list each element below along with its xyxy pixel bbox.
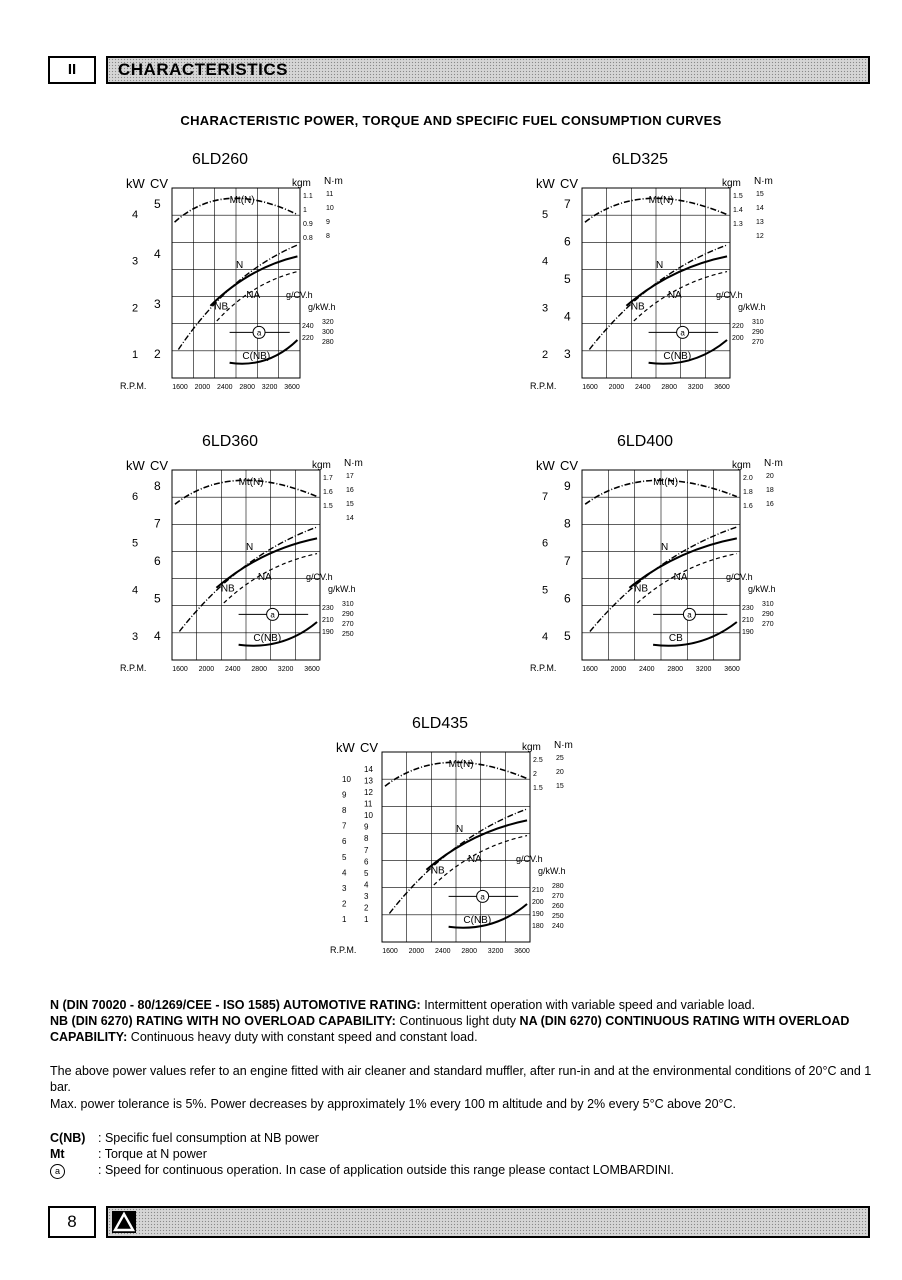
nm-tick-label: 16 [346, 487, 354, 494]
consumption-curve-label: CB [668, 633, 683, 644]
kgm-tick-label: 0.9 [303, 221, 313, 228]
gcvh-tick-label: 210 [532, 887, 544, 894]
cv-tick-label: 9 [564, 479, 571, 493]
cv-tick-label: 7 [154, 516, 161, 531]
kgm-tick-label: 2.5 [533, 757, 543, 764]
cv-axis-label: CV [360, 740, 379, 755]
nm-tick-label: 25 [556, 755, 564, 762]
n-curve-label: N [661, 541, 669, 553]
nm-axis-label: N·m [554, 740, 573, 751]
na-curve-label: NA [257, 572, 272, 584]
kw-tick-label: 2 [132, 302, 139, 315]
section-header-band [106, 56, 870, 84]
kw-axis-label: kW [126, 458, 145, 473]
kw-axis-label: kW [126, 176, 145, 191]
kgm-axis-label: kgm [292, 178, 311, 189]
nb-curve-label: NB [214, 301, 229, 313]
gkwh-tick-label: 290 [342, 611, 354, 618]
footer-band [106, 1206, 870, 1238]
cv-tick-label: 5 [154, 591, 161, 606]
nm-axis-label: N·m [324, 176, 343, 187]
rpm-tick-label: 3200 [261, 384, 278, 391]
kw-tick-label: 6 [542, 537, 549, 550]
chart-6LD400 [530, 430, 800, 680]
gkwh-tick-label: 260 [552, 903, 564, 910]
kw-tick-label: 5 [542, 209, 549, 221]
legend-text: : Speed for continuous operation. In case of application outside this range please contact LOMBARDINI. [98, 1163, 675, 1177]
rpm-tick-label: 1600 [382, 948, 398, 955]
gkwh-tick-label: 290 [762, 611, 774, 618]
rpm-tick-label: 2000 [194, 384, 211, 391]
cv-tick-label: 6 [564, 234, 571, 249]
kw-tick-label: 1 [342, 915, 347, 924]
n-rating-text: Intermittent operation with variable speed and variable load. [420, 998, 755, 1012]
kw-axis-label: kW [536, 176, 555, 191]
chart-title: 6LD435 [411, 715, 469, 732]
chart-6LD260 [120, 148, 360, 398]
nb-curve-label: NB [634, 583, 649, 595]
cv-tick-label: 3 [154, 297, 161, 311]
kgm-axis-label: kgm [522, 742, 541, 753]
cv-tick-label: 4 [154, 247, 161, 261]
chart-svg [330, 712, 590, 962]
rpm-axis-label: R.P.M. [120, 381, 147, 391]
cv-tick-label: 5 [154, 197, 161, 211]
tolerance-paragraph: Max. power tolerance is 5%. Power decreases by approximately 1% every 100 m altitude and by 2% every 5°C above 20°C. [50, 1097, 737, 1111]
cv-tick-label: 11 [364, 799, 373, 809]
rpm-axis-label: R.P.M. [530, 663, 557, 673]
rpm-axis-label: R.P.M. [330, 945, 357, 955]
kw-tick-label: 2 [542, 349, 549, 361]
circled-a-label: a [480, 892, 485, 902]
chart-title: 6LD260 [191, 151, 249, 168]
gkwh-tick-label: 250 [342, 631, 354, 638]
gkwh-tick-label: 310 [762, 601, 774, 608]
rpm-tick-label: 2400 [225, 666, 241, 673]
gcvh-axis-label: g/CV.h [306, 572, 333, 582]
kw-tick-label: 4 [342, 868, 347, 878]
rpm-tick-label: 3200 [277, 666, 294, 673]
cv-tick-label: 3 [364, 891, 369, 901]
kgm-tick-label: 1.8 [743, 489, 753, 496]
consumption-curve-label: C(NB) [663, 351, 692, 362]
legend-row-mt [50, 1146, 207, 1162]
chart-title: 6LD360 [201, 433, 259, 450]
cv-tick-label: 6 [364, 857, 369, 867]
nb-curve-label: NB [430, 865, 445, 877]
nm-axis-label: N·m [754, 176, 773, 187]
cv-tick-label: 1 [364, 915, 369, 924]
circled-a-label: a [256, 328, 262, 338]
rpm-tick-label: 2400 [635, 384, 651, 391]
gcvh-tick-label: 180 [532, 923, 544, 930]
cv-tick-label: 2 [364, 903, 369, 913]
cv-tick-label: 5 [364, 868, 369, 878]
nb-curve-label: NB [630, 301, 645, 313]
gkwh-tick-label: 310 [342, 601, 354, 608]
rpm-tick-label: 2000 [608, 384, 625, 391]
rpm-tick-label: 2000 [408, 948, 425, 955]
cv-tick-label: 6 [154, 554, 161, 568]
cv-tick-label: 4 [564, 309, 571, 324]
cv-axis-label: CV [560, 176, 579, 191]
kgm-tick-label: 1.5 [533, 785, 543, 792]
gcvh-tick-label: 230 [322, 605, 334, 612]
cv-tick-label: 13 [364, 776, 373, 786]
rpm-tick-label: 3600 [714, 384, 730, 391]
kgm-tick-label: 1.6 [743, 503, 753, 510]
consumption-curve-label: C(NB) [242, 351, 271, 362]
na-curve-label: NA [467, 854, 482, 866]
nm-tick-label: 14 [756, 205, 764, 212]
gcvh-tick-label: 190 [532, 911, 544, 918]
kw-tick-label: 6 [132, 491, 139, 503]
na-curve-label: NA [667, 290, 682, 302]
gkwh-axis-label: g/kW.h [328, 584, 356, 594]
rpm-axis-label: R.P.M. [120, 663, 147, 673]
consumption-curve-label: C(NB) [253, 633, 282, 644]
gcvh-axis-label: g/CV.h [286, 290, 313, 300]
mt-curve-label: Mt(N) [229, 195, 255, 207]
kgm-tick-label: 1.3 [733, 221, 743, 228]
cv-tick-label: 6 [564, 591, 571, 606]
chart-title: 6LD400 [616, 433, 674, 450]
cv-axis-label: CV [150, 458, 169, 473]
nm-tick-label: 18 [766, 487, 774, 494]
na-curve-label: NA [673, 572, 688, 584]
gkwh-tick-label: 240 [552, 923, 564, 930]
gkwh-tick-label: 290 [752, 329, 764, 336]
section-number: II [48, 56, 96, 84]
gcvh-tick-label: 220 [302, 335, 314, 342]
section-title: CHARACTERISTICS [118, 60, 288, 79]
kw-tick-label: 3 [542, 302, 549, 315]
legend-row-a [50, 1162, 674, 1179]
kw-tick-label: 4 [132, 584, 139, 597]
kgm-tick-label: 0.8 [303, 235, 313, 242]
nb-curve-label: NB [220, 583, 235, 595]
gkwh-axis-label: g/kW.h [308, 302, 336, 312]
gkwh-tick-label: 280 [322, 339, 334, 346]
gkwh-axis-label: g/kW.h [738, 302, 766, 312]
gcvh-axis-label: g/CV.h [726, 572, 753, 582]
nm-tick-label: 10 [326, 205, 334, 212]
gcvh-tick-label: 190 [322, 629, 334, 636]
kw-tick-label: 3 [132, 631, 139, 643]
kgm-tick-label: 1.6 [323, 489, 333, 496]
legend-text: : Torque at N power [98, 1147, 207, 1161]
gkwh-tick-label: 270 [762, 621, 774, 628]
rpm-tick-label: 2800 [239, 384, 255, 391]
mt-curve-label: Mt(N) [238, 477, 264, 489]
kgm-tick-label: 1.1 [303, 193, 313, 200]
cv-tick-label: 8 [564, 516, 571, 531]
circled-a-label: a [270, 610, 275, 620]
na-curve-label: NA [246, 290, 261, 302]
kw-tick-label: 4 [542, 255, 549, 268]
rpm-tick-label: 2400 [639, 666, 655, 673]
cv-axis-label: CV [150, 176, 169, 191]
rpm-tick-label: 2400 [435, 948, 451, 955]
nm-tick-label: 13 [756, 219, 764, 226]
cv-tick-label: 9 [364, 822, 369, 832]
nm-tick-label: 17 [346, 473, 354, 480]
kgm-axis-label: kgm [722, 178, 741, 189]
page-number: 8 [48, 1206, 96, 1238]
consumption-curve-label: C(NB) [463, 915, 492, 926]
gkwh-tick-label: 310 [752, 319, 764, 326]
n-rating-heading: N (DIN 70020 - 80/1269/CEE - ISO 1585) AUTOMOTIVE RATING: [50, 998, 421, 1012]
kw-axis-label: kW [536, 458, 555, 473]
nm-tick-label: 15 [346, 501, 354, 508]
gcvh-tick-label: 190 [742, 629, 754, 636]
kw-tick-label: 5 [542, 584, 549, 597]
mt-curve-label: Mt(N) [448, 759, 474, 771]
legend-key: Mt [50, 1147, 65, 1161]
circled-a-label: a [687, 610, 692, 620]
nm-tick-label: 14 [346, 515, 354, 522]
kgm-tick-label: 1.5 [733, 193, 743, 200]
chart-6LD435 [330, 712, 590, 962]
kgm-tick-label: 1.5 [323, 503, 333, 510]
rpm-tick-label: 2800 [461, 948, 477, 955]
nm-tick-label: 15 [556, 783, 564, 790]
gcvh-tick-label: 200 [732, 335, 744, 342]
kw-tick-label: 8 [342, 806, 347, 816]
n-curve-label: N [456, 823, 464, 835]
kw-tick-label: 4 [542, 631, 549, 643]
rpm-tick-label: 2000 [198, 666, 215, 673]
rpm-tick-label: 2800 [661, 384, 677, 391]
kw-tick-label: 4 [132, 209, 139, 221]
gcvh-tick-label: 220 [732, 323, 744, 330]
legend-text: : Specific fuel consumption at NB power [98, 1131, 319, 1145]
gcvh-axis-label: g/CV.h [716, 290, 743, 300]
kgm-axis-label: kgm [312, 460, 331, 471]
gcvh-tick-label: 210 [742, 617, 754, 624]
rpm-tick-label: 3200 [695, 666, 712, 673]
consumption-curve [653, 622, 737, 646]
na-rating-heading: NA (DIN 6270) CONTINUOUS RATING WITH OVERLOAD CAPABILITY: [50, 1014, 850, 1044]
rpm-tick-label: 1600 [172, 666, 188, 673]
gkwh-tick-label: 270 [752, 339, 764, 346]
gcvh-tick-label: 210 [322, 617, 334, 624]
rpm-tick-label: 2400 [217, 384, 233, 391]
kw-tick-label: 7 [342, 821, 347, 831]
rpm-tick-label: 2000 [610, 666, 627, 673]
kw-tick-label: 9 [342, 790, 347, 800]
cv-tick-label: 4 [154, 629, 161, 643]
conditions-paragraph: The above power values refer to an engine fitted with air cleaner and standard muffler, after run-in and at the environmental conditions of 20°C and 1 bar. [50, 1064, 872, 1094]
circled-a-label: a [680, 328, 685, 338]
chart-title: 6LD325 [611, 151, 669, 168]
cv-tick-label: 5 [564, 272, 571, 286]
mt-curve-label: Mt(N) [648, 195, 674, 207]
gkwh-tick-label: 300 [322, 329, 334, 336]
nm-axis-label: N·m [344, 458, 363, 469]
nm-tick-label: 20 [556, 769, 564, 776]
gkwh-tick-label: 320 [322, 319, 334, 326]
chart-6LD360 [120, 430, 380, 680]
gkwh-tick-label: 270 [342, 621, 354, 628]
cv-tick-label: 5 [564, 629, 571, 643]
kw-axis-label: kW [336, 740, 355, 755]
rpm-axis-label: R.P.M. [530, 381, 557, 391]
rpm-tick-label: 3600 [514, 948, 530, 955]
kw-tick-label: 7 [542, 491, 549, 503]
kgm-tick-label: 1.7 [323, 475, 333, 482]
cv-tick-label: 7 [364, 845, 369, 855]
kw-tick-label: 6 [342, 837, 347, 847]
gkwh-tick-label: 270 [552, 893, 564, 900]
kw-tick-label: 3 [342, 883, 347, 893]
rating-notes [50, 997, 872, 1045]
cv-tick-label: 3 [564, 347, 571, 361]
kgm-tick-label: 2 [533, 771, 537, 778]
cv-tick-label: 10 [364, 811, 373, 821]
cv-tick-label: 8 [364, 834, 369, 844]
nm-tick-label: 16 [766, 501, 774, 508]
kgm-tick-label: 1.4 [733, 207, 743, 214]
nm-axis-label: N·m [764, 458, 783, 469]
chart-svg [120, 148, 360, 398]
cv-tick-label: 4 [364, 880, 369, 890]
kgm-tick-label: 1 [303, 207, 307, 214]
rpm-tick-label: 3600 [304, 666, 320, 673]
chart-svg [530, 430, 800, 680]
gkwh-tick-label: 280 [552, 883, 564, 890]
rpm-tick-label: 2800 [251, 666, 267, 673]
nm-tick-label: 11 [326, 191, 334, 198]
kgm-tick-label: 2.0 [743, 475, 753, 482]
rpm-tick-label: 1600 [582, 666, 598, 673]
nm-tick-label: 9 [326, 219, 330, 226]
kw-tick-label: 1 [132, 349, 139, 361]
gcvh-tick-label: 200 [532, 899, 544, 906]
gkwh-axis-label: g/kW.h [748, 584, 776, 594]
nb-rating-text: Continuous light duty [395, 1014, 520, 1028]
page-title: CHARACTERISTIC POWER, TORQUE AND SPECIFIC FUEL CONSUMPTION CURVES [180, 113, 722, 128]
chart-6LD325 [530, 148, 790, 398]
nm-tick-label: 12 [756, 233, 764, 240]
gcvh-axis-label: g/CV.h [516, 854, 543, 864]
rpm-tick-label: 3200 [687, 384, 704, 391]
cv-tick-label: 7 [564, 197, 571, 211]
gcvh-tick-label: 230 [742, 605, 754, 612]
rpm-tick-label: 2800 [667, 666, 683, 673]
nm-tick-label: 15 [756, 191, 764, 198]
lombardini-logo-icon [112, 1211, 136, 1233]
rpm-tick-label: 1600 [582, 384, 598, 391]
rpm-tick-label: 3600 [724, 666, 740, 673]
nb-rating-heading: NB (DIN 6270) RATING WITH NO OVERLOAD CAPABILITY: [50, 1014, 396, 1028]
legend-row-c [50, 1130, 319, 1146]
kgm-axis-label: kgm [732, 460, 751, 471]
rpm-tick-label: 1600 [172, 384, 188, 391]
kw-tick-label: 2 [342, 899, 347, 909]
chart-svg [530, 148, 790, 398]
cv-axis-label: CV [560, 458, 579, 473]
kw-tick-label: 3 [132, 255, 139, 268]
kw-tick-label: 5 [132, 537, 139, 550]
n-curve-label: N [236, 259, 244, 271]
circled-a-icon: a [50, 1164, 65, 1179]
legend-key: C(NB) [50, 1131, 86, 1145]
cv-tick-label: 2 [154, 347, 161, 361]
gkwh-tick-label: 250 [552, 913, 564, 920]
cv-tick-label: 14 [364, 765, 373, 774]
na-rating-text: Continuous heavy duty with constant speed and constant load. [127, 1030, 478, 1044]
n-curve-label: N [656, 259, 664, 271]
chart-svg [120, 430, 380, 680]
gcvh-tick-label: 240 [302, 323, 314, 330]
cv-tick-label: 12 [364, 788, 373, 798]
cv-tick-label: 8 [154, 479, 161, 493]
cv-tick-label: 7 [564, 554, 571, 568]
nm-tick-label: 20 [766, 473, 774, 480]
rpm-tick-label: 3200 [487, 948, 504, 955]
kw-tick-label: 10 [342, 775, 351, 784]
gkwh-axis-label: g/kW.h [538, 866, 566, 876]
n-curve-label: N [246, 541, 254, 553]
nm-tick-label: 8 [326, 233, 330, 240]
mt-curve-label: Mt(N) [653, 477, 679, 489]
rpm-tick-label: 3600 [284, 384, 300, 391]
kw-tick-label: 5 [342, 852, 347, 862]
